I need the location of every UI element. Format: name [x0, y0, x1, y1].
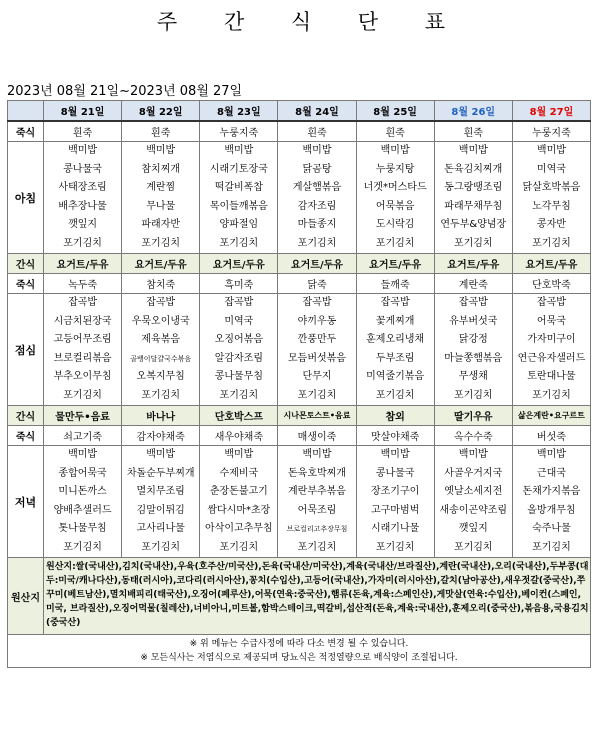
menu-item: 포기김치: [453, 389, 493, 401]
menu-item: 잡곡밥: [536, 297, 566, 308]
menu-cell: 감자야채죽: [122, 426, 200, 446]
day-header: 8월 22일: [122, 101, 200, 122]
menu-cell: 딸기우유: [434, 406, 512, 426]
menu-item: 콩나물국: [375, 467, 415, 479]
menu-item: 누룽지탕: [375, 163, 415, 175]
menu-cell: [512, 446, 590, 558]
menu-cell: 흰죽: [356, 121, 434, 142]
day-header: 8월 23일: [200, 101, 278, 122]
date-header-row: [8, 101, 591, 122]
menu-item: 옛날소세지전: [444, 486, 503, 497]
menu-item: 노각무침: [532, 200, 571, 212]
notes-row: [8, 635, 591, 668]
menu-cell: 요거트/두유: [434, 254, 512, 274]
menu-item: 톳나물무침: [58, 523, 107, 534]
menu-cell: 쇠고기죽: [44, 426, 122, 446]
menu-item: 닭곰탕: [302, 163, 332, 175]
menu-item: 우묵오이냉국: [131, 315, 190, 327]
menu-cell: 흰죽: [44, 121, 122, 142]
menu-item: 계란찜: [146, 182, 176, 193]
menu-item: 백미밥: [302, 449, 332, 460]
menu-item: 돈채가지볶음: [522, 486, 581, 497]
menu-cell: 흑미죽: [200, 274, 278, 294]
menu-item: 유부버섯국: [449, 315, 498, 327]
menu-item: 배추장나물: [58, 200, 107, 212]
menu-cell: 흰죽: [434, 121, 512, 142]
menu-item: 사태장조림: [58, 182, 107, 193]
corner-cell: [8, 101, 44, 122]
menu-cell: [434, 446, 512, 558]
menu-cell: [122, 142, 200, 254]
menu-item: 연근유자샐러드: [517, 352, 586, 364]
note-line: ※ 위 메뉴는 수급사정에 따라 다소 변경 될 수 있습니다.: [189, 639, 409, 649]
row-label: 아침: [8, 142, 44, 254]
row-label: 간식: [8, 254, 44, 274]
menu-item: 포기김치: [219, 541, 259, 553]
menu-item: 미역국: [224, 315, 254, 327]
menu-cell: [200, 142, 278, 254]
menu-cell: 녹두죽: [44, 274, 122, 294]
day-header-saturday: 8월 26일: [434, 101, 512, 122]
day-header: 8월 24일: [278, 101, 356, 122]
menu-item: 백미밥: [146, 449, 176, 460]
menu-cell: 새우야채죽: [200, 426, 278, 446]
menu-item: 포기김치: [375, 389, 415, 401]
menu-item: 떡갈비폭찹: [214, 182, 263, 193]
menu-item: 참치찌개: [141, 163, 181, 175]
menu-item: 모듬버섯볶음: [288, 352, 346, 364]
menu-cell: 참외: [356, 406, 434, 426]
menu-item: 두부조림: [375, 352, 415, 364]
menu-item: 돈육김치찌개: [444, 163, 503, 175]
menu-item: 무생채: [458, 371, 488, 382]
menu-item: 부추오이무침: [53, 371, 112, 382]
menu-cell: 누룽지죽: [200, 121, 278, 142]
menu-cell: 요거트/두유: [44, 254, 122, 274]
menu-item: 올방개무침: [527, 504, 576, 516]
menu-item: 백미밥: [224, 449, 254, 460]
menu-item: 잡곡밥: [458, 297, 488, 308]
menu-item: 포기김치: [297, 389, 337, 401]
row-label: 간식: [8, 406, 44, 426]
menu-item: 포기김치: [532, 237, 571, 249]
menu-cell: 참치죽: [122, 274, 200, 294]
menu-item: 백미밥: [458, 145, 488, 156]
menu-item: 잡곡밥: [302, 297, 332, 308]
menu-cell: 닭죽: [278, 274, 356, 294]
origin-row: [8, 558, 591, 635]
origin-info: 원산지:쌀(국내산),김치(국내산),우육(호주산/미국산),돈육(국내산/미국산),계육(국내산/브라질산),계란(국내산),오리(국내산),두부콩(대두:미국/캐나다산),동태(러시아),코다리(러시아산),꽁치(수입산),고등어(국내산),가자미(러시아산),갈치(남아공산),새우젓갈(중국산),쭈꾸미(베트남산),멸치배피리(태국산),오징어(페루산),어묵(연육:중국산),햄류(돈육,계육:스페인산),게맛살(연육:수입산),베이컨(스페인, 미국, 브라질산),오징어먹물(칠레산),너비아니,미트볼,함박스테이크,떡갈비,섭산적(돈육,계육:국내산),훈제오리(중국산),볶음용,국용김치(중국산): [44, 558, 591, 635]
menu-item: 백미밥: [536, 145, 566, 156]
menu-cell: [122, 294, 200, 406]
menu-item: 포기김치: [219, 237, 259, 249]
menu-item: 근대국: [536, 467, 566, 479]
afternoon-snack-row: [8, 406, 591, 426]
menu-item: 포기김치: [141, 541, 181, 553]
menu-cell: [434, 142, 512, 254]
menu-cell: 요거트/두유: [122, 254, 200, 274]
menu-item: 포기김치: [63, 541, 102, 553]
menu-cell: [44, 294, 122, 406]
menu-item: 깻잎지: [458, 523, 488, 534]
menu-item: 브로컬리고추장무침: [286, 525, 348, 533]
menu-cell: 요거트/두유: [356, 254, 434, 274]
menu-item: 포기김치: [532, 541, 571, 553]
lunch-porridge-row: [8, 274, 591, 294]
lunch-row: [8, 294, 591, 406]
menu-item: 콩자반: [536, 219, 566, 230]
menu-cell: 삶은계란•요구르트: [512, 406, 590, 426]
breakfast-row: [8, 142, 591, 254]
menu-item: 콩나물국: [63, 163, 102, 175]
menu-item: 종합어묵국: [58, 467, 107, 479]
menu-cell: 요거트/두유: [200, 254, 278, 274]
menu-item: 가자미구이: [527, 334, 576, 345]
menu-cell: [200, 294, 278, 406]
menu-period: 2023년 08월 21일~2023년 08월 27일: [7, 84, 243, 99]
menu-cell: [356, 142, 434, 254]
menu-item: 훈제오리냉채: [366, 334, 425, 345]
day-header-sunday: 8월 27일: [512, 101, 590, 122]
menu-item: 꽃게찌개: [375, 315, 415, 327]
menu-item: 포기김치: [297, 237, 337, 249]
menu-cell: [356, 294, 434, 406]
menu-item: 도시락김: [375, 219, 415, 230]
menu-item: 차돌순두부찌개: [126, 467, 195, 479]
menu-cell: 옥수수죽: [434, 426, 512, 446]
menu-cell: 시나몬토스트•음료: [278, 406, 356, 426]
menu-item: 잡곡밥: [146, 297, 176, 308]
menu-cell: 단호박죽: [512, 274, 590, 294]
menu-item: 무나물: [146, 200, 176, 212]
breakfast-porridge-row: [8, 121, 591, 142]
menu-item: 감자조림: [297, 200, 337, 212]
menu-item: 백미밥: [458, 449, 488, 460]
menu-item: 미니돈까스: [58, 486, 107, 497]
menu-item: 쌈다시마*초장: [207, 504, 271, 516]
menu-item: 고등어무조림: [53, 334, 112, 345]
menu-item: 마늘쫑햄볶음: [444, 352, 503, 364]
menu-cell: [278, 446, 356, 558]
menu-item: 동그랑땡조림: [444, 182, 503, 193]
menu-item: 백미밥: [68, 145, 98, 156]
menu-item: 야끼우동: [297, 315, 337, 327]
menu-cell: [278, 294, 356, 406]
menu-cell: 누룽지죽: [512, 121, 590, 142]
menu-item: 콩나물무침: [214, 371, 263, 382]
menu-cell: [512, 142, 590, 254]
menu-item: 장조기구이: [370, 486, 420, 497]
menu-item: 미역국: [536, 163, 566, 175]
menu-item: 백미밥: [302, 145, 332, 156]
menu-cell: 요거트/두유: [278, 254, 356, 274]
menu-item: 양파절임: [219, 219, 259, 230]
weekly-menu-table: [7, 100, 591, 668]
menu-item: 연두부&양념장: [440, 219, 507, 230]
menu-item: 마들종지: [297, 219, 337, 230]
menu-item: 고구마범벅: [370, 504, 420, 516]
menu-cell: [434, 294, 512, 406]
menu-item: 어묵볶음: [375, 200, 415, 212]
menu-item: 포기김치: [63, 237, 102, 249]
menu-item: 포기김치: [297, 541, 337, 553]
menu-item: 김말이튀김: [136, 504, 185, 516]
row-label: 죽식: [8, 121, 44, 142]
menu-item: 게살햄볶음: [292, 182, 342, 193]
menu-item: 골뱅이달걀국수볶음: [130, 354, 192, 363]
menu-item: 포기김치: [219, 389, 259, 401]
menu-item: 포기김치: [63, 389, 102, 401]
day-header: 8월 25일: [356, 101, 434, 122]
menu-cell: [512, 294, 590, 406]
menu-item: 시래기토장국: [209, 163, 268, 175]
menu-item: 포기김치: [453, 237, 493, 249]
menu-item: 백미밥: [380, 449, 410, 460]
menu-item: 수제비국: [219, 467, 259, 479]
menu-cell: [200, 446, 278, 558]
menu-item: 양배추샐러드: [53, 504, 112, 516]
menu-item: 포기김치: [453, 541, 493, 553]
menu-item: 시금치된장국: [53, 315, 112, 327]
menu-item: 잡곡밥: [224, 297, 254, 308]
menu-item: 백미밥: [536, 449, 566, 460]
menu-item: 포기김치: [375, 237, 415, 249]
menu-item: 알감자조림: [214, 352, 263, 364]
menu-item: 목이들깨볶음: [209, 200, 268, 212]
menu-item: 제육볶음: [141, 334, 181, 345]
dinner-row: [8, 446, 591, 558]
menu-item: 오징어볶음: [214, 334, 263, 345]
menu-item: 시래기나물: [370, 523, 420, 534]
menu-cell: 요거트/두유: [512, 254, 590, 274]
menu-item: 아삭이고추무침: [205, 523, 273, 534]
menu-cell: [278, 142, 356, 254]
menu-cell: 흰죽: [278, 121, 356, 142]
menu-item: 사골우거지국: [444, 467, 503, 479]
menu-item: 백미밥: [68, 449, 98, 460]
menu-cell: 맛살야채죽: [356, 426, 434, 446]
menu-item: 토란대나물: [527, 371, 576, 382]
menu-cell: 단호박스프: [200, 406, 278, 426]
menu-item: 포기김치: [375, 541, 415, 553]
menu-item: 닭강정: [458, 334, 488, 345]
menu-item: 깻잎지: [68, 219, 98, 230]
menu-item: 포기김치: [532, 389, 571, 401]
page-title: 주 간 식 단 표: [156, 10, 466, 34]
menu-cell: [44, 142, 122, 254]
menu-item: 포기김치: [141, 389, 181, 401]
day-header: 8월 21일: [44, 101, 122, 122]
menu-item: 백미밥: [380, 145, 410, 156]
menu-cell: 바나나: [122, 406, 200, 426]
dinner-porridge-row: [8, 426, 591, 446]
menu-item: 파래무채무침: [444, 200, 503, 212]
menu-item: 춘장돈불고기: [209, 486, 268, 497]
menu-item: 어묵국: [536, 315, 566, 327]
note-line: ※ 모든식사는 저염식으로 제공되며 당뇨식은 적정열량으로 배식양이 조절됩니다.: [140, 653, 458, 663]
menu-cell: 들깨죽: [356, 274, 434, 294]
menu-cell: 계란죽: [434, 274, 512, 294]
notes-cell: [8, 635, 591, 668]
menu-item: 브로컬리볶음: [53, 352, 112, 364]
menu-item: 백미밥: [146, 145, 176, 156]
menu-item: 새송이곤약조림: [439, 504, 508, 516]
menu-cell: [122, 446, 200, 558]
menu-item: 잡곡밥: [68, 297, 98, 308]
morning-snack-row: [8, 254, 591, 274]
menu-item: 닭살호박볶음: [522, 182, 581, 193]
menu-item: 어묵조림: [297, 504, 337, 516]
menu-item: 계란부추볶음: [288, 486, 346, 497]
menu-item: 단무지: [302, 371, 332, 382]
row-label: 저녁: [8, 446, 44, 558]
menu-item: 너겟*머스타드: [363, 182, 427, 193]
menu-item: 숙주나물: [532, 523, 571, 534]
row-label: 점심: [8, 294, 44, 406]
menu-item: 깐풍만두: [297, 334, 337, 345]
menu-item: 미역줄기볶음: [366, 371, 425, 382]
menu-cell: [356, 446, 434, 558]
row-label: 죽식: [8, 274, 44, 294]
menu-cell: [44, 446, 122, 558]
menu-cell: 버섯죽: [512, 426, 590, 446]
menu-item: 돈육호박찌개: [288, 467, 346, 479]
row-label: 죽식: [8, 426, 44, 446]
menu-item: 백미밥: [224, 145, 254, 156]
menu-item: 고사리나물: [136, 523, 185, 534]
menu-cell: 흰죽: [122, 121, 200, 142]
menu-item: 파래자반: [141, 219, 181, 230]
menu-item: 오복지무침: [136, 371, 185, 382]
menu-item: 멸치무조림: [136, 486, 185, 497]
row-label: 원산지: [8, 558, 44, 635]
menu-cell: 매생이죽: [278, 426, 356, 446]
menu-item: 잡곡밥: [380, 297, 410, 308]
menu-cell: 물만두•음료: [44, 406, 122, 426]
menu-item: 포기김치: [141, 237, 181, 249]
